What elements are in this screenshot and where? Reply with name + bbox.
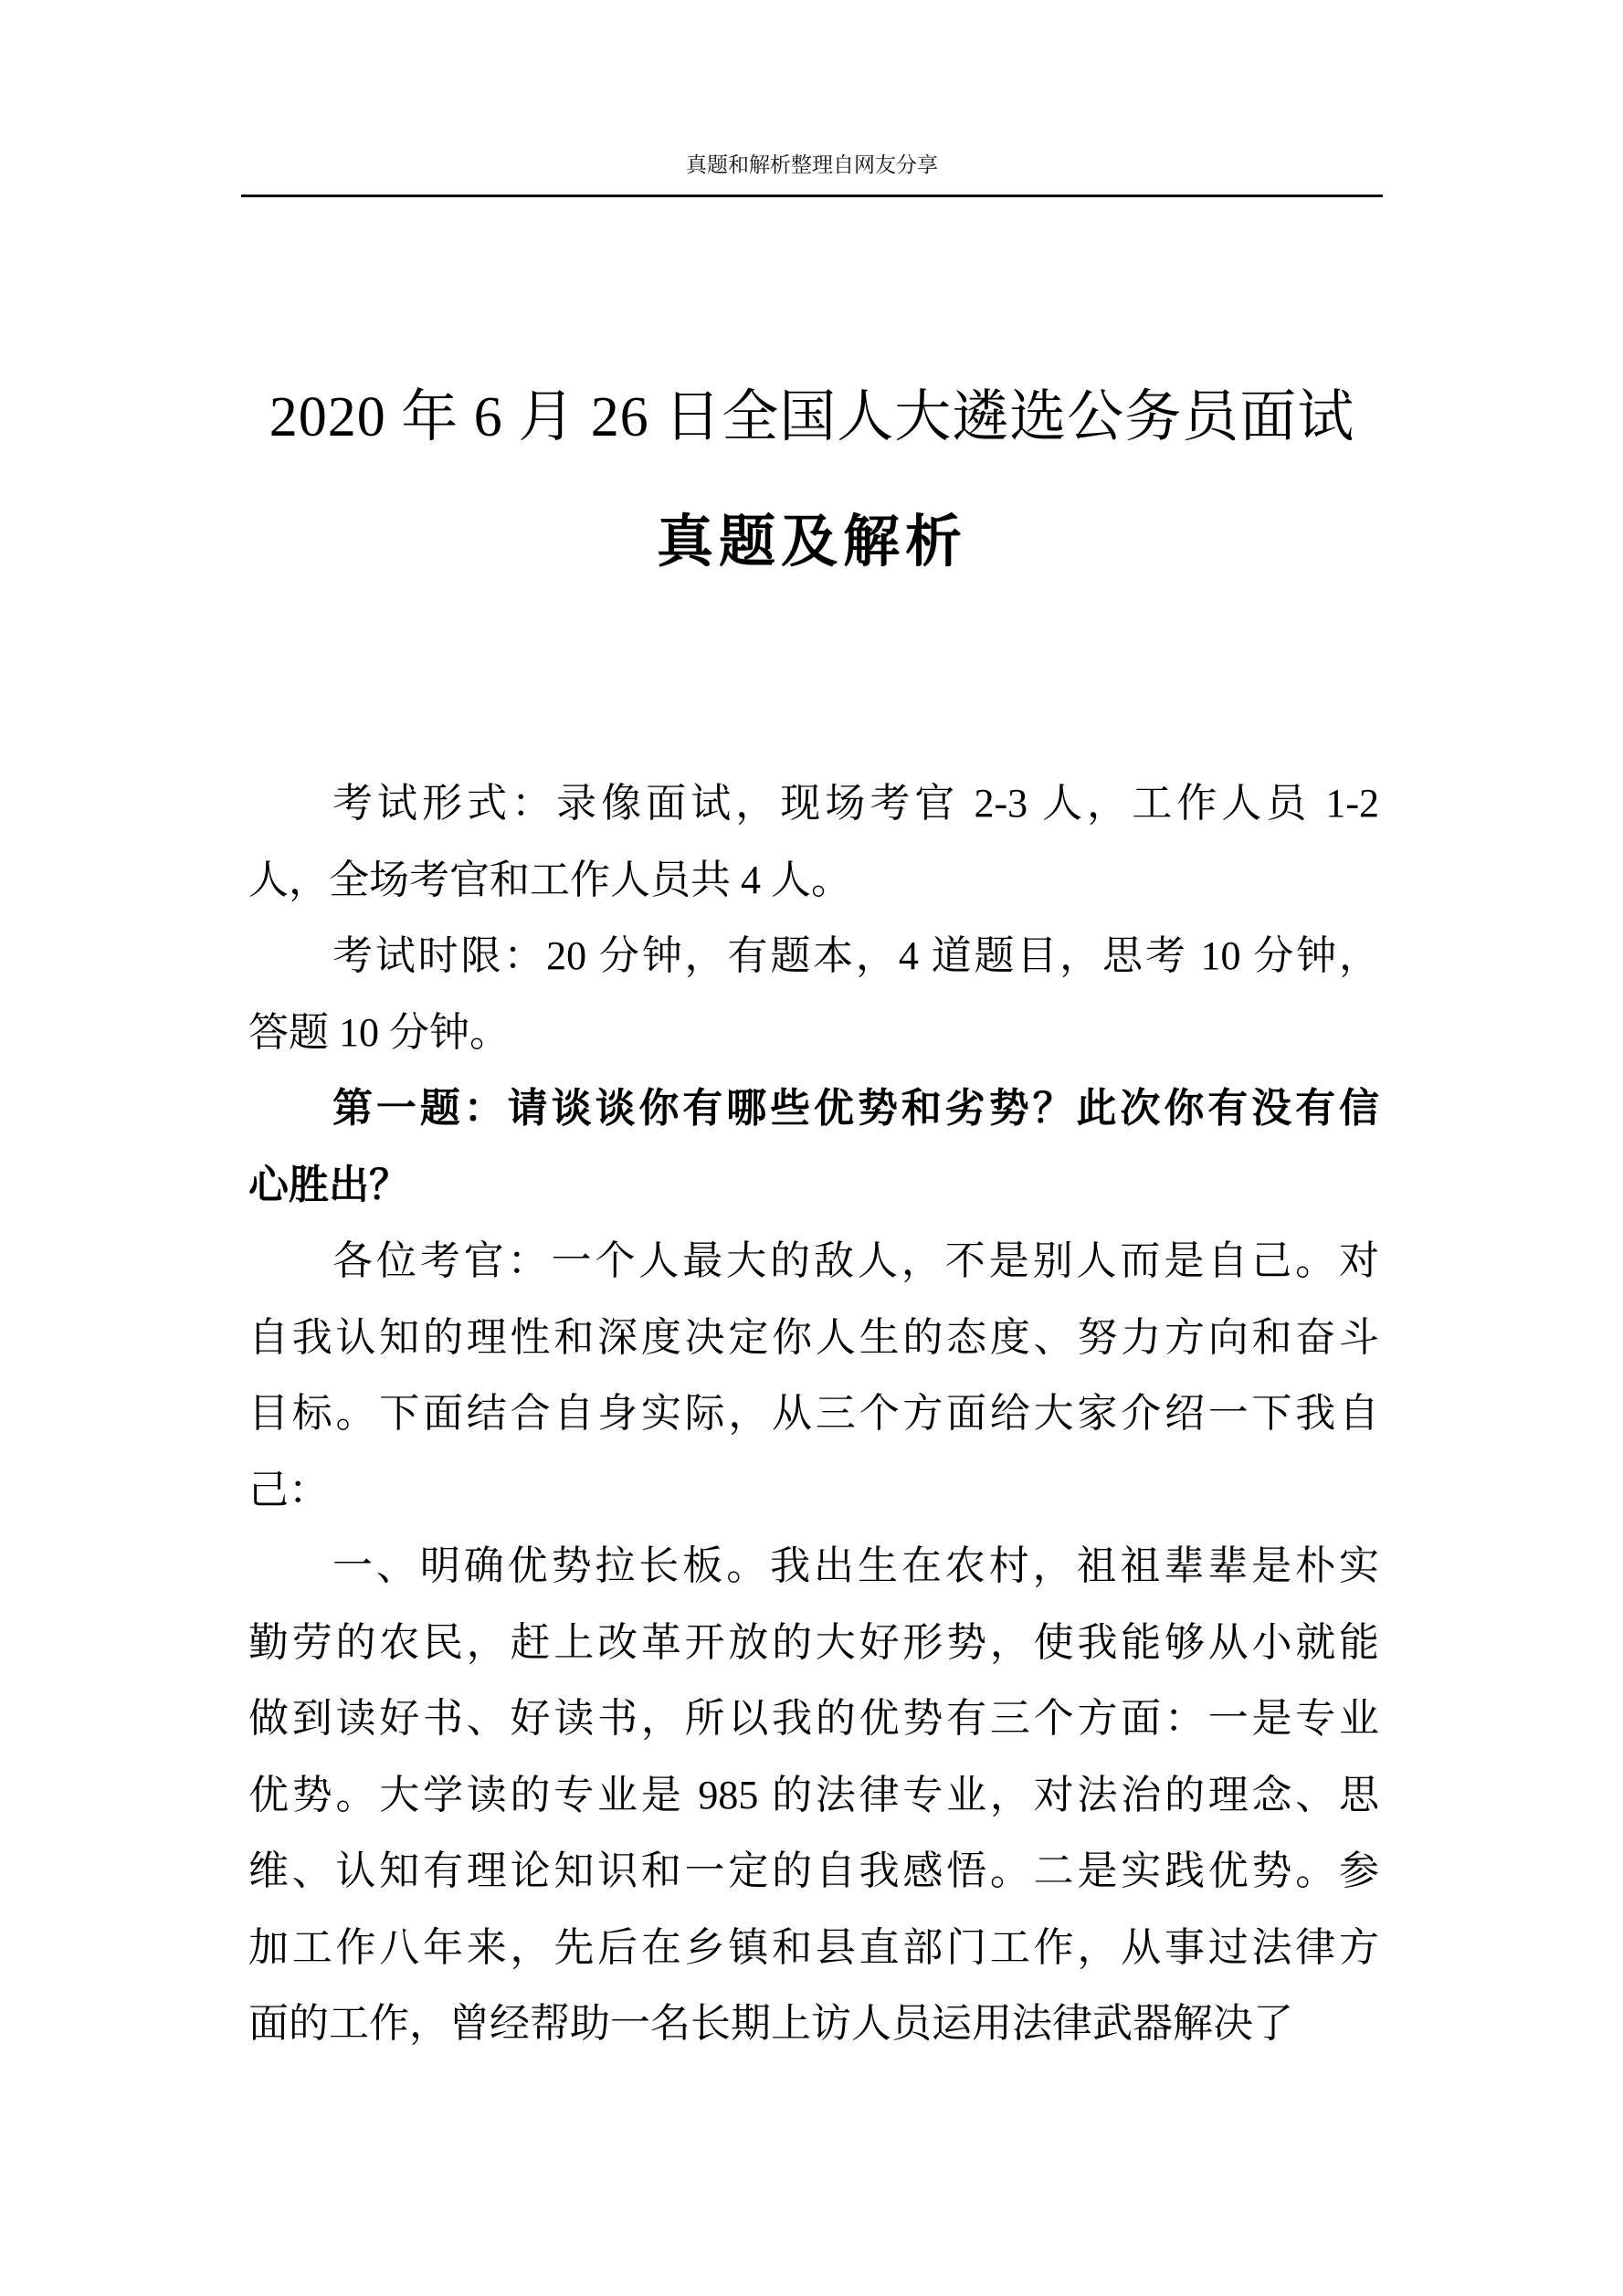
document-title-line-1: 2020 年 6 月 26 日全国人大遴选公务员面试 — [269, 386, 1355, 448]
paragraph-line: 做到读好书、好读书，所以我的优势有三个方面：一是专业 — [248, 1696, 1379, 1741]
paragraph-line: 答题 10 分钟。 — [248, 1009, 510, 1055]
paragraph-line: 各位考官：一个人最大的敌人，不是别人而是自己。对 — [332, 1238, 1379, 1283]
paragraph-line: 己： — [248, 1467, 329, 1512]
paragraph-line: 一、明确优势拉长板。我出生在农村，祖祖辈辈是朴实 — [332, 1543, 1379, 1588]
document-title-line-2: 真题及解析 — [656, 508, 967, 574]
paragraph-line: 勤劳的农民，赶上改革开放的大好形势，使我能够从小就能 — [248, 1619, 1379, 1665]
paragraph-line: 考试时限：20 分钟，有题本，4 道题目，思考 10 分钟， — [332, 933, 1379, 978]
paragraph-line: 优势。大学读的专业是 985 的法律专业，对法治的理念、思 — [248, 1772, 1379, 1817]
paragraph-line: 加工作八年来，先后在乡镇和县直部门工作，从事过法律方 — [248, 1924, 1379, 1970]
paragraph-line: 维、认知有理论知识和一定的自我感悟。二是实践优势。参 — [248, 1848, 1379, 1893]
paragraph-line: 人，全场考官和工作人员共 4 人。 — [248, 857, 851, 902]
header-rule — [241, 195, 1383, 197]
paragraph-line: 自我认知的理性和深度决定你人生的态度、努力方向和奋斗 — [248, 1314, 1379, 1360]
paragraph-line: 面的工作，曾经帮助一名长期上访人员运用法律武器解决了 — [248, 2001, 1293, 2046]
paragraph-line: 考试形式：录像面试，现场考官 2-3 人，工作人员 1-2 — [332, 781, 1379, 826]
paragraph-line: 目标。下面结合自身实际，从三个方面给大家介绍一下我自 — [248, 1391, 1379, 1436]
running-header: 真题和解析整理自网友分享 — [686, 153, 938, 177]
paragraph-line: 心胜出？ — [248, 1161, 409, 1208]
paragraph-line: 第一题：请谈谈你有哪些优势和劣势？此次你有没有信 — [332, 1085, 1379, 1132]
